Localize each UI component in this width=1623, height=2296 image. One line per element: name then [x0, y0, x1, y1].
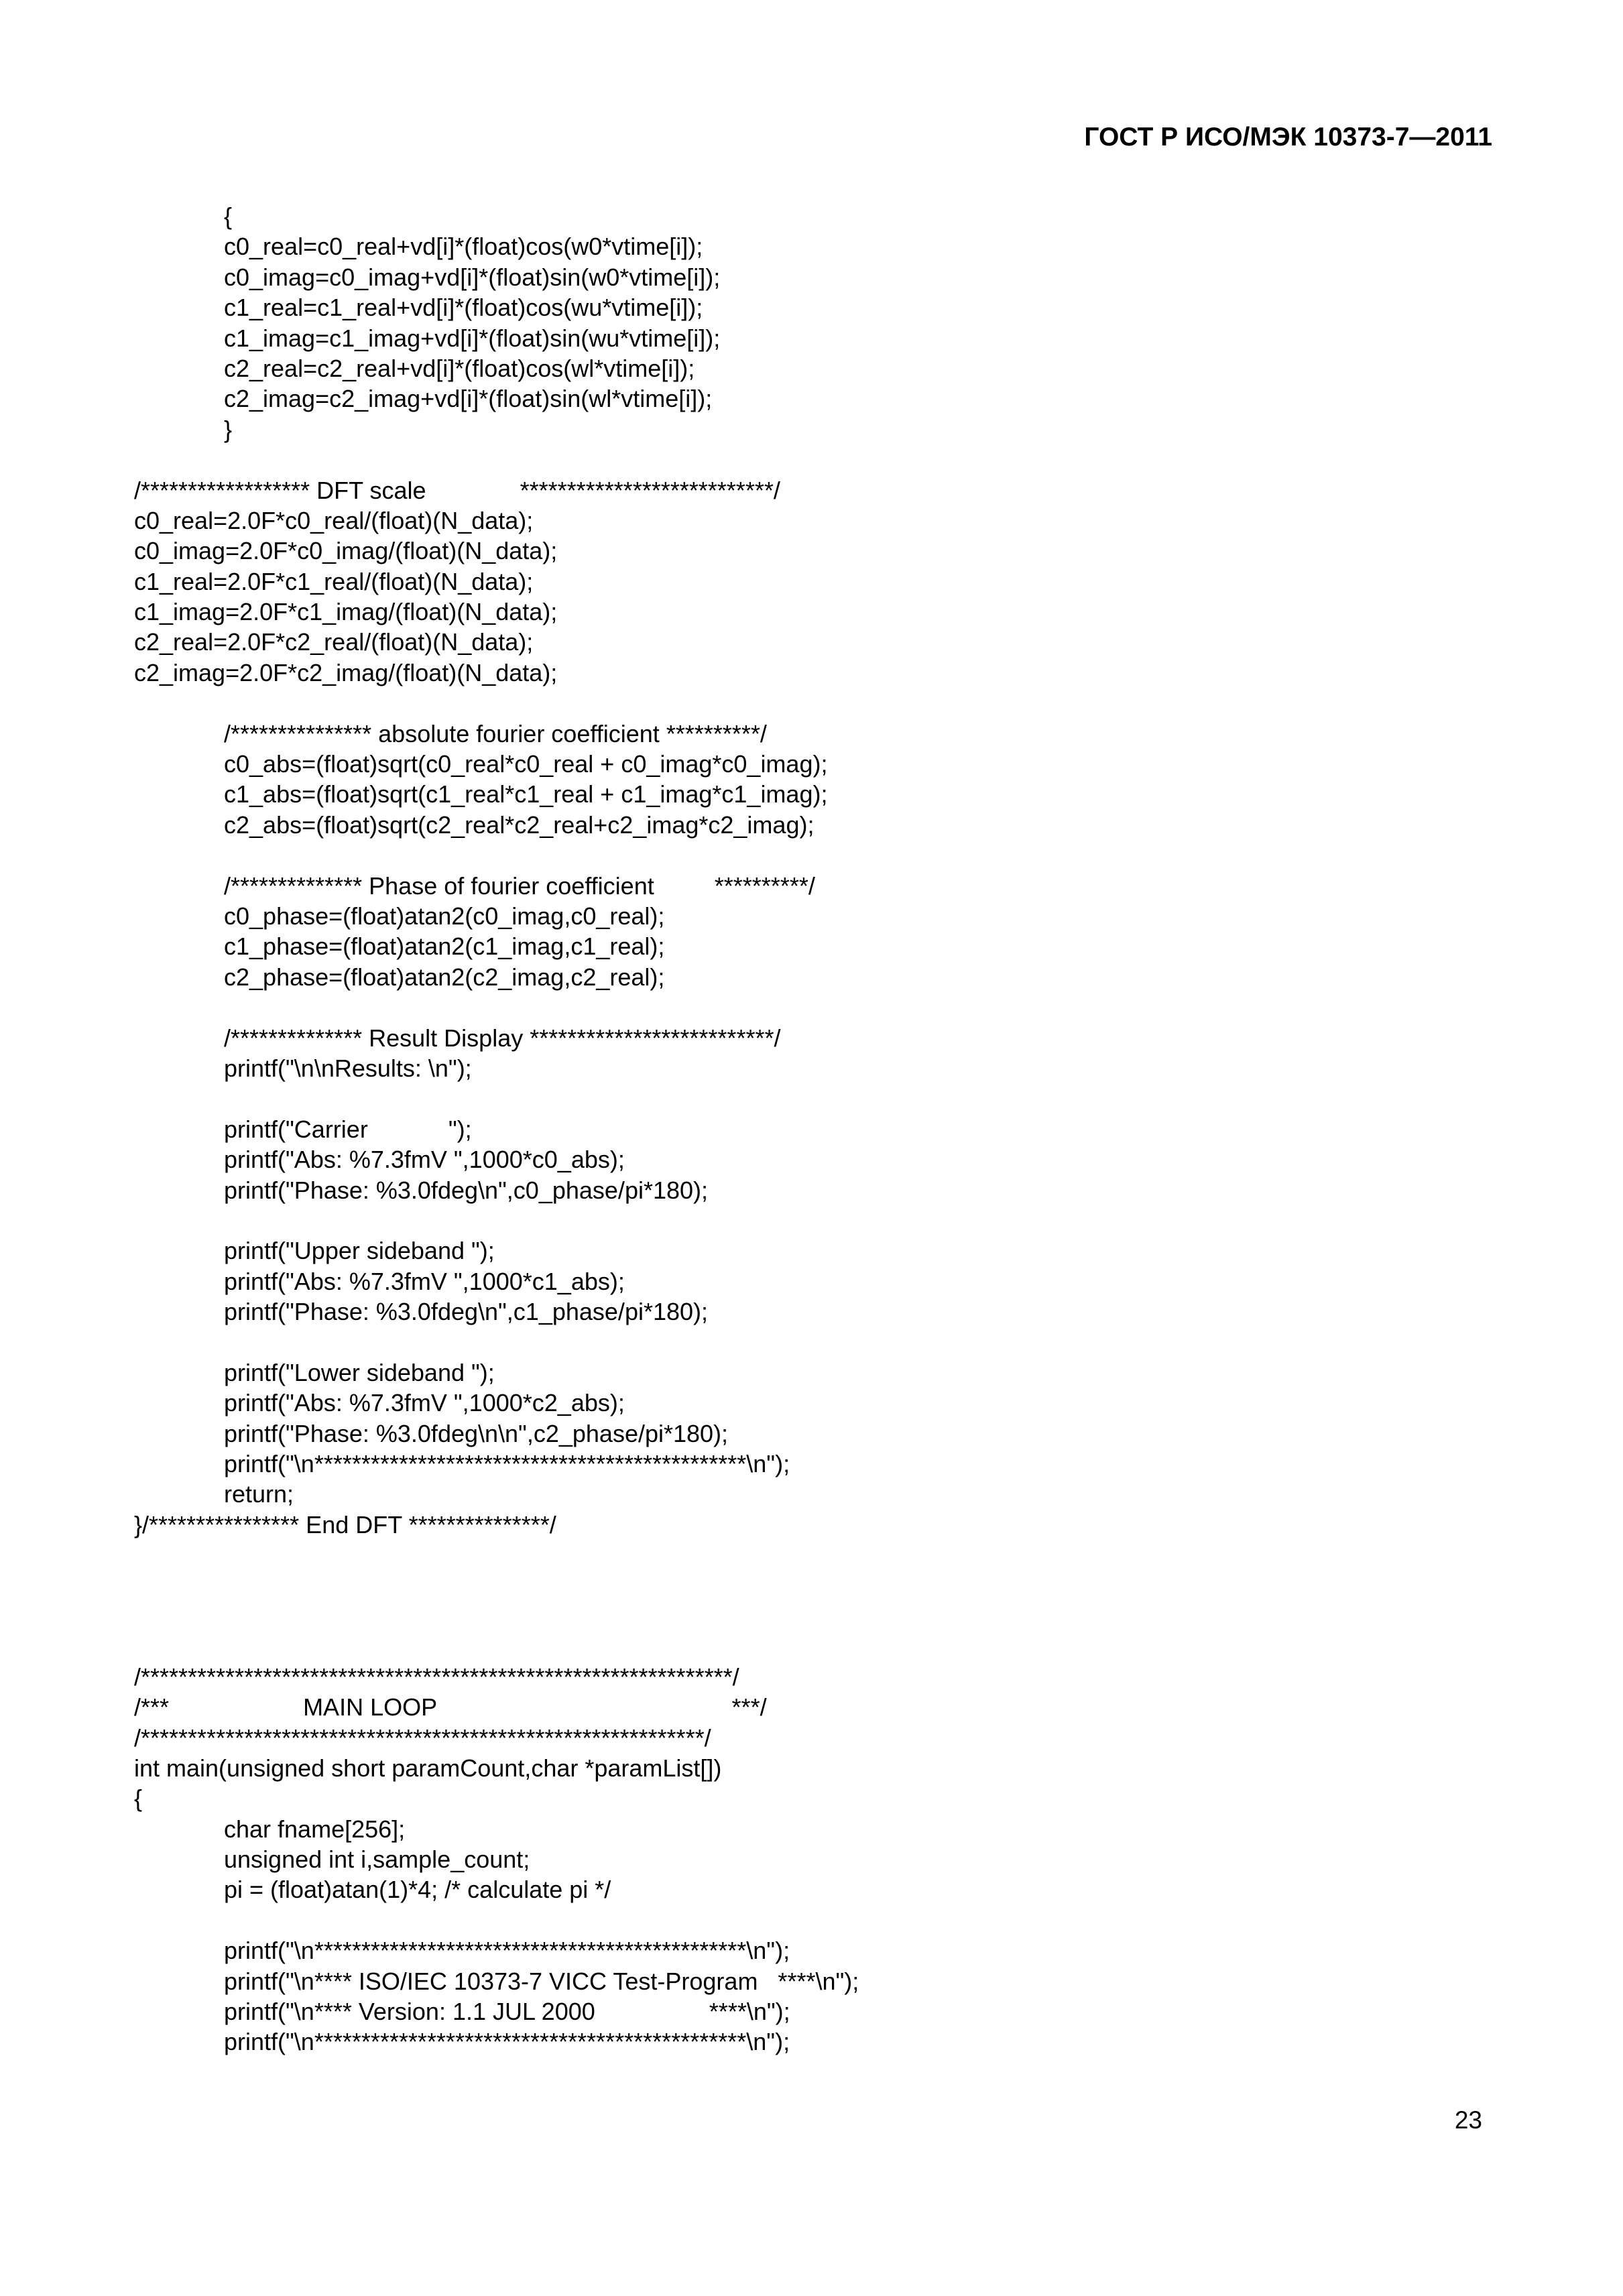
code-line: char fname[256]; — [224, 1815, 406, 1843]
code-line: printf("Upper sideband "); — [224, 1237, 495, 1265]
code-line: printf("\n\nResults: \n"); — [224, 1054, 472, 1082]
code-line: c2_real=c2_real+vd[i]*(float)cos(wl*vtime[i]); — [224, 354, 695, 382]
code-line: pi = (float)atan(1)*4; /* calculate pi */ — [224, 1876, 611, 1904]
code-line: c2_abs=(float)sqrt(c2_real*c2_real+c2_imag*c2_imag); — [224, 810, 815, 839]
code-line: unsigned int i,sample_count; — [224, 1846, 530, 1874]
blank-line — [134, 1571, 1073, 1601]
code-line: /****************** DFT scale ***************************/ — [134, 476, 780, 504]
blank-line — [134, 444, 1073, 475]
blank-line — [134, 992, 1073, 1022]
blank-line — [134, 1205, 1073, 1235]
blank-line — [134, 1327, 1073, 1357]
code-line: printf("Phase: %3.0fdeg\n",c0_phase/pi*180); — [224, 1176, 709, 1204]
code-line: printf("\n**** Version: 1.1 JUL 2000 ****\n"); — [224, 1998, 790, 2026]
code-line: { — [224, 202, 233, 230]
code-line: /***************************************************************/ — [134, 1663, 739, 1691]
blank-line — [134, 1631, 1073, 1661]
code-line: c1_phase=(float)atan2(c1_imag,c1_real); — [224, 932, 665, 961]
standard-header: ГОСТ Р ИСО/МЭК 10373-7—2011 — [1084, 123, 1492, 152]
code-line: } — [224, 415, 233, 443]
code-line: printf("Phase: %3.0fdeg\n\n",c2_phase/pi*180); — [224, 1419, 729, 1447]
code-line: printf("Lower sideband "); — [224, 1358, 495, 1386]
code-line: c0_real=c0_real+vd[i]*(float)cos(w0*vtime[i]); — [224, 233, 703, 261]
code-line: printf("Phase: %3.0fdeg\n",c1_phase/pi*180); — [224, 1298, 709, 1326]
code-line: /************************************************************/ — [134, 1724, 711, 1752]
code-line: /************** Phase of fourier coefficient **********/ — [224, 871, 815, 900]
code-line: printf("Abs: %7.3fmV ",1000*c0_abs); — [224, 1146, 625, 1174]
page-number: 23 — [1454, 2106, 1482, 2134]
code-line: c1_real=c1_real+vd[i]*(float)cos(wu*vtime[i]); — [224, 294, 703, 322]
blank-line — [134, 1905, 1073, 1935]
code-line: printf("Abs: %7.3fmV ",1000*c1_abs); — [224, 1267, 625, 1295]
code-line: c0_imag=2.0F*c0_imag/(float)(N_data); — [134, 537, 558, 565]
code-line: int main(unsigned short paramCount,char *paramList[]) — [134, 1754, 722, 1782]
code-line: }/**************** End DFT ***************/ — [134, 1510, 556, 1538]
code-line: c2_imag=2.0F*c2_imag/(float)(N_data); — [134, 658, 558, 686]
code-line: c0_imag=c0_imag+vd[i]*(float)sin(w0*vtime[i]); — [224, 263, 721, 291]
code-line: c1_real=2.0F*c1_real/(float)(N_data); — [134, 567, 534, 595]
blank-line — [134, 688, 1073, 718]
blank-line — [134, 1540, 1073, 1570]
code-line: c0_abs=(float)sqrt(c0_real*c0_real + c0_imag*c0_imag); — [224, 750, 828, 778]
code-line: c2_real=2.0F*c2_real/(float)(N_data); — [134, 628, 534, 656]
code-line: printf("\n**********************************************\n"); — [224, 1450, 790, 1478]
code-listing — [134, 201, 1073, 2057]
blank-line — [134, 1601, 1073, 1631]
code-line: /*************** absolute fourier coefficient **********/ — [224, 719, 767, 747]
code-line: printf("Carrier "); — [224, 1115, 472, 1143]
code-line: printf("\n**** ISO/IEC 10373-7 VICC Test-Program ****\n"); — [224, 1967, 859, 1995]
code-line: printf("\n**********************************************\n"); — [224, 2028, 790, 2056]
code-line: printf("\n**********************************************\n"); — [224, 1937, 790, 1965]
code-line: c0_phase=(float)atan2(c0_imag,c0_real); — [224, 902, 665, 930]
code-line: c2_imag=c2_imag+vd[i]*(float)sin(wl*vtime[i]); — [224, 385, 713, 413]
code-line: /*** MAIN LOOP ***/ — [134, 1693, 767, 1721]
blank-line — [134, 1083, 1073, 1113]
code-line: c0_real=2.0F*c0_real/(float)(N_data); — [134, 506, 534, 534]
code-line: c1_imag=2.0F*c1_imag/(float)(N_data); — [134, 598, 558, 626]
code-line: /************** Result Display **************************/ — [224, 1024, 781, 1052]
code-line: return; — [224, 1480, 294, 1508]
blank-line — [134, 840, 1073, 870]
code-line: c1_abs=(float)sqrt(c1_real*c1_real + c1_imag*c1_imag); — [224, 780, 828, 808]
code-line: c1_imag=c1_imag+vd[i]*(float)sin(wu*vtime[i]); — [224, 324, 721, 352]
code-line: printf("Abs: %7.3fmV ",1000*c2_abs); — [224, 1389, 625, 1417]
code-line: { — [134, 1785, 143, 1813]
code-line: c2_phase=(float)atan2(c2_imag,c2_real); — [224, 963, 665, 991]
